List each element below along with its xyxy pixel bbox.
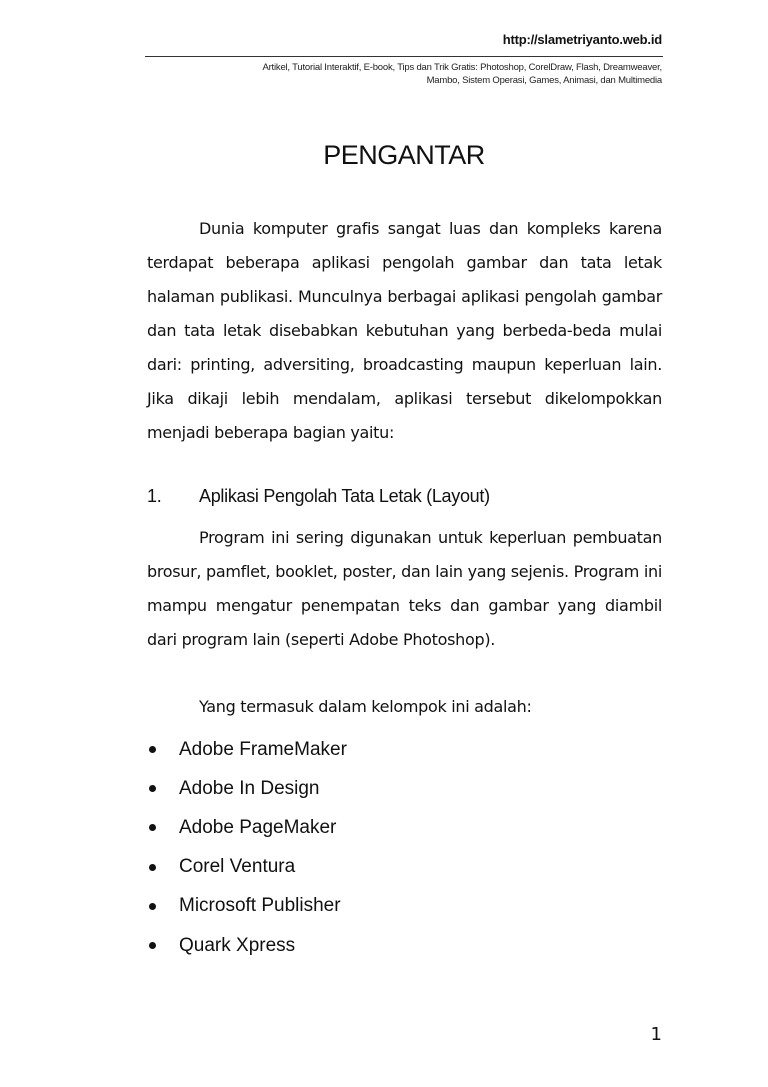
list-item (147, 808, 347, 847)
list-item-label: Adobe FrameMaker (179, 738, 347, 760)
list-item (147, 848, 347, 887)
section-paragraph: Program ini sering digunakan untuk keperluan pembuatan brosur, pamflet, booklet, poster, dan lain yang sejenis. Program ini mampu mengatur penempatan teks dan gambar yang diambil dari program lain (seperti Adobe Photoshop). (147, 528, 662, 649)
list-item-label: Corel Ventura (179, 856, 296, 878)
section-number: 1. (147, 486, 162, 506)
header-divider (145, 56, 663, 57)
bullet-icon (149, 824, 156, 831)
header-tagline-line-1: Artikel, Tutorial Interaktif, E-book, Tips dan Trik Gratis: Photoshop, CorelDraw, Flash, Dreamweaver, (262, 62, 662, 73)
bullet-icon (149, 785, 156, 792)
bullet-icon (149, 864, 156, 871)
bullet-icon (149, 903, 156, 910)
list-item-label: Quark Xpress (179, 934, 296, 956)
list-item (147, 926, 347, 965)
list-item-label: Adobe In Design (179, 777, 320, 799)
list-item-label: Microsoft Publisher (179, 895, 341, 917)
section-heading (147, 486, 490, 507)
header-tagline (232, 61, 662, 87)
application-list (147, 730, 347, 965)
bullet-icon (149, 746, 156, 753)
page-title: PENGANTAR (323, 140, 485, 170)
header-tagline-line-2: Mambo, Sistem Operasi, Games, Animasi, dan Multimedia (426, 75, 662, 86)
list-item (147, 769, 347, 808)
list-item (147, 730, 347, 769)
header-url[interactable]: http://slametriyanto.web.id (502, 32, 662, 47)
bullet-icon (149, 942, 156, 949)
intro-paragraph: Dunia komputer grafis sangat luas dan kompleks karena terdapat beberapa aplikasi pengolah gambar dan tata letak halaman publikasi. Munculnya berbagai aplikasi pengolah gambar dan tata letak disebabkan kebutuhan yang berbeda-beda mulai dari: printing, adversiting, broadcasting maupun keperluan lain. Jika dikaji lebih mendalam, aplikasi tersebut dikelompokkan menjadi beberapa bagian yaitu: (147, 219, 662, 442)
page-number: 1 (650, 1024, 662, 1045)
section-title: Aplikasi Pengolah Tata Letak (Layout) (199, 486, 490, 506)
list-item (147, 887, 347, 926)
list-intro: Yang termasuk dalam kelompok ini adalah: (199, 697, 532, 716)
list-item-label: Adobe PageMaker (179, 816, 337, 838)
